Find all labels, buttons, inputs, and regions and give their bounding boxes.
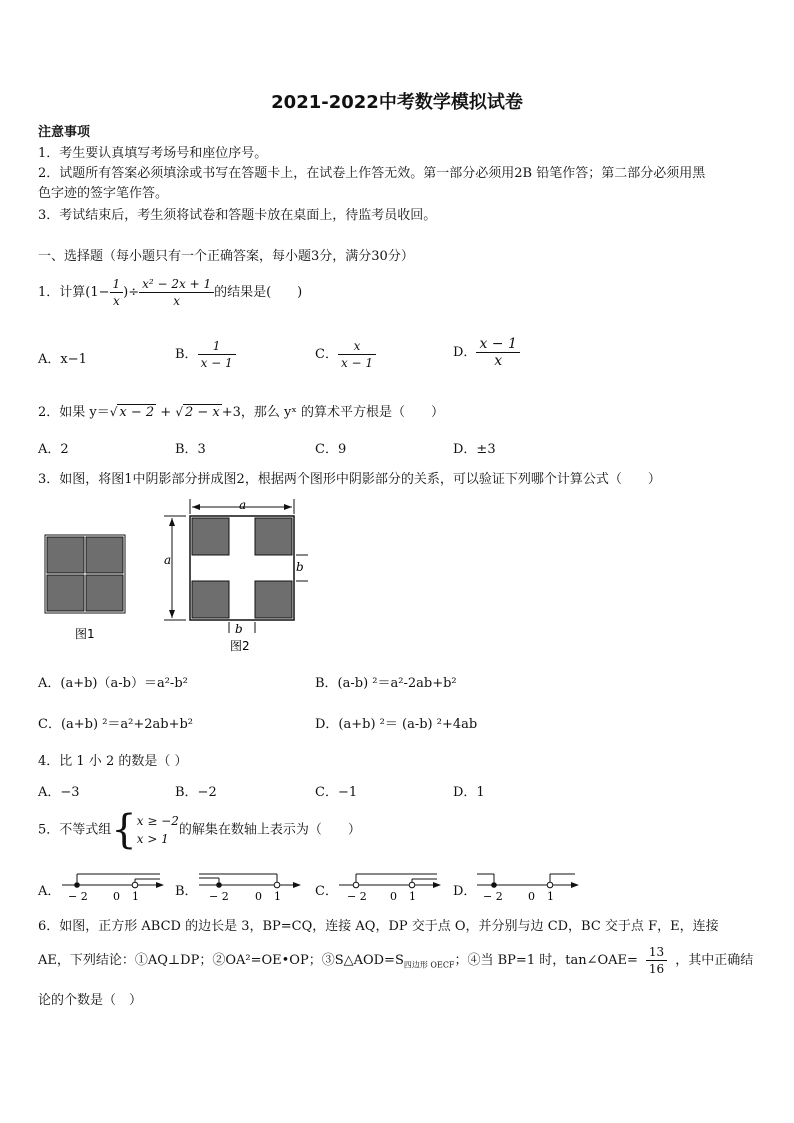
notice-item: 2．试题所有答案必须填涂或书写在答题卡上，在试卷上作答无效。第一部分必须用2B 铅笔作答；第二部分必须用黑 — [38, 166, 706, 181]
figure-1 — [45, 535, 125, 613]
page-title: 2021-2022中考数学模拟试卷 — [271, 92, 523, 113]
option-b: B． $\frac{1}{x - 1}$ — [175, 338, 236, 371]
option-c: C． $\frac{x}{x - 1}$ — [315, 338, 376, 371]
question-4-stem: 4．比 1 小 2 的数是（ ） — [38, 754, 188, 769]
option-c: C．−1 — [315, 785, 358, 800]
option-d: D． $\frac{x - 1}{x}$ — [453, 336, 520, 369]
option-a: A．−3 — [38, 785, 80, 800]
svg-text:− 2: − 2 — [483, 890, 503, 903]
notice-item: 3．考试结束后，考生须将试卷和答题卡放在桌面上，待监考员收回。 — [38, 208, 437, 223]
svg-text:1: 1 — [132, 890, 139, 903]
svg-text:1: 1 — [547, 890, 554, 903]
question-6-stem-line1: 6．如图，正方形 ABCD 的边长是 3，BP=CQ，连接 AQ，DP 交于点 O，并分别与边 CD，BC 交于点 F，E，连接 — [38, 919, 719, 934]
option-b: B．(a-b) ²＝a²-2ab+b² — [315, 676, 457, 691]
number-line-b — [197, 866, 305, 906]
option-d: D．1 — [453, 785, 485, 800]
notice-item: 1．考生要认真填写考场号和座位序号。 — [38, 146, 268, 161]
figure-2-label: 图2 — [230, 639, 250, 653]
label-a-top: a — [239, 498, 247, 512]
label-a-left: a — [164, 553, 172, 567]
option-c: C．(a+b) ²＝a²+2ab+b² — [38, 717, 194, 732]
notice-item: 色字迹的签字笔作答。 — [38, 186, 169, 201]
question-5-stem: 5．不等式组{ x ≥ −2 x > 1 的解集在数轴上表示为（ ） — [38, 807, 361, 853]
option-c: C．9 — [315, 442, 347, 457]
question-2-stem: 2．如果 y＝√ x − 2 + √ 2 − x +3，那么 yˣ 的算术平方根是（ ） — [38, 405, 445, 420]
label-b-right: b — [296, 560, 304, 574]
option-a: A． — [38, 884, 61, 899]
question-1-stem: 1．计算(1− $\frac{1}{x}$ )÷ $\frac{\text{x² − 2x + 1}}{x}$ 的结果是( ) — [38, 277, 303, 308]
svg-text:1: 1 — [409, 890, 416, 903]
svg-text:− 2: − 2 — [209, 890, 229, 903]
section-heading: 一、选择题（每小题只有一个正确答案，每小题3分，满分30分） — [38, 249, 414, 264]
notice-heading: 注意事项 — [38, 125, 91, 140]
svg-text:0: 0 — [528, 890, 535, 903]
svg-text:− 2: − 2 — [68, 890, 88, 903]
number-line-c — [337, 866, 445, 906]
label-b-bottom: b — [235, 622, 243, 636]
svg-text:0: 0 — [113, 890, 120, 903]
svg-text:0: 0 — [390, 890, 397, 903]
figure-2 — [164, 499, 308, 633]
svg-text:0: 0 — [255, 890, 262, 903]
option-b: B． — [175, 884, 198, 899]
figure-1-label: 图1 — [75, 627, 95, 641]
option-c: C． — [315, 884, 338, 899]
number-line-d — [475, 866, 583, 906]
svg-text:1: 1 — [274, 890, 281, 903]
question-6-stem-line2: AE，下列结论：①AQ⊥DP；②OA²=OE•OP；$③S\triangle AOD=S_{四边形 OECF}$；④当 BP=1 时，tan∠OAE= $\frac{13}{16}$ ，其中正确结 — [38, 945, 754, 976]
option-b: B．3 — [175, 442, 206, 457]
option-b: B．−2 — [175, 785, 217, 800]
number-line-a — [60, 866, 168, 906]
question-3-stem: 3．如图，将图1中阴影部分拼成图2，根据两个图形中阴影部分的关系，可以验证下列哪个计算公式（ ） — [38, 472, 661, 487]
option-a: A．x−1 — [38, 352, 87, 367]
option-d: D．±3 — [453, 442, 496, 457]
svg-text:− 2: − 2 — [347, 890, 367, 903]
option-a: A．(a+b)（a-b）＝a²-b² — [38, 676, 188, 691]
option-d: D． — [453, 884, 477, 899]
option-d: D．(a+b) ²＝ (a-b) ²+4ab — [315, 717, 478, 732]
question-3-figure — [30, 495, 350, 660]
option-a: A．2 — [38, 442, 69, 457]
question-6-stem-line3: 论的个数是（ ） — [38, 993, 143, 1008]
